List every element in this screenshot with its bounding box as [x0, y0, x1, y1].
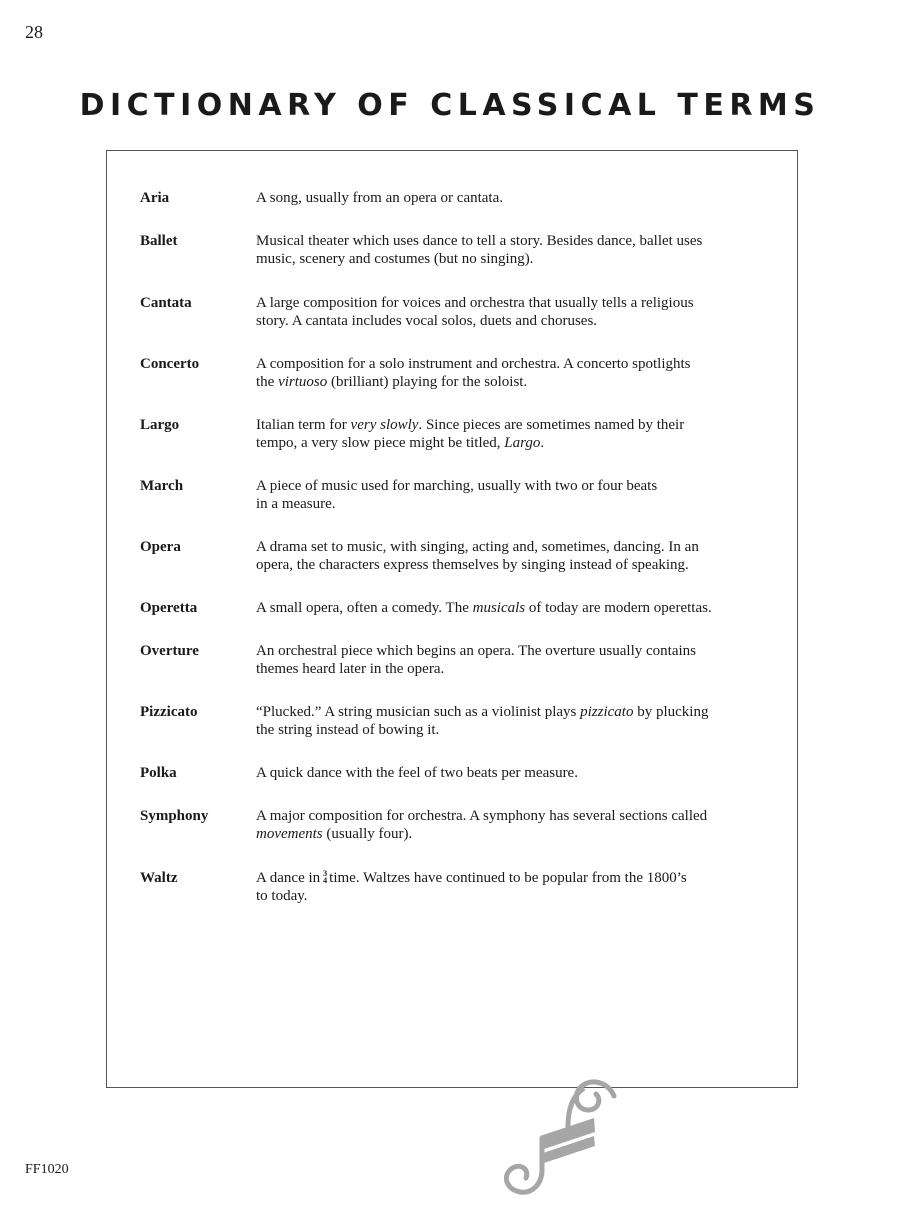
italic-term: virtuoso [278, 374, 328, 390]
term-label: Symphony [140, 808, 209, 824]
definition-text: of today are modern operettas. [525, 600, 712, 616]
term-definition [256, 294, 756, 330]
definition-text: by plucking [633, 704, 709, 720]
definition-text: A composition for a solo instrument and orchestra. A concerto spotlights [256, 356, 691, 372]
term-label: March [140, 478, 184, 494]
term-label: Polka [140, 765, 177, 781]
definition-line [256, 495, 756, 513]
term-label: Cantata [140, 295, 192, 311]
term-definition [256, 477, 756, 513]
definition-text: . [540, 435, 545, 451]
definition-text: A small opera, often a comedy. The [256, 600, 473, 616]
definition-text: An orchestral piece which begins an opera. The overture usually contains [256, 643, 696, 659]
definition-line [256, 869, 756, 887]
definition-line [256, 764, 756, 782]
term-definition [256, 232, 756, 268]
time-signature-bottom: 4 [323, 875, 328, 885]
definition-line [256, 373, 756, 391]
definition-text: time. Waltzes have continued to be popular from the 1800’s [329, 870, 687, 886]
term-definition [256, 703, 756, 739]
term-definition [256, 869, 756, 905]
definition-text: tempo, a very slow piece might be titled, [256, 435, 505, 451]
term-label: Pizzicato [140, 704, 198, 720]
definition-text: themes heard later in the opera. [256, 661, 445, 677]
definition-line [256, 703, 756, 721]
definition-line [256, 807, 756, 825]
term-label: Opera [140, 539, 181, 555]
definition-text: “Plucked.” A string musician such as a violinist plays [256, 704, 581, 720]
definition-text: in a measure. [256, 496, 336, 512]
footer-code: FF1020 [25, 1162, 69, 1177]
definition-text: music, scenery and costumes (but no singing). [256, 251, 534, 267]
definition-text: the [256, 374, 279, 390]
definition-line [256, 477, 756, 495]
definition-text: A song, usually from an opera or cantata. [256, 190, 504, 206]
definition-line [256, 355, 756, 373]
term-definition [256, 416, 756, 452]
time-signature [323, 870, 327, 884]
term-definition [256, 764, 756, 782]
definition-text: Musical theater which uses dance to tell a story. Besides dance, ballet uses [256, 233, 703, 249]
definition-text: A major composition for orchestra. A symphony has several sections called [256, 808, 708, 824]
italic-term: Largo [504, 435, 541, 451]
eighth-note-swirl-icon [492, 1066, 642, 1206]
term-definition [256, 599, 756, 617]
page-number: 28 [25, 22, 43, 42]
term-label: Aria [140, 190, 170, 206]
definition-text: . Since pieces are sometimes named by their [418, 417, 685, 433]
term-label: Largo [140, 417, 180, 433]
definition-text: A quick dance with the feel of two beats per measure. [256, 765, 578, 781]
definition-line [256, 538, 756, 556]
definition-text: (brilliant) playing for the soloist. [327, 374, 528, 390]
definition-text: Italian term for [256, 417, 351, 433]
definition-text: A drama set to music, with singing, acting and, sometimes, dancing. In an [256, 539, 699, 555]
definition-text: A piece of music used for marching, usually with two or four beats [256, 478, 658, 494]
term-definition [256, 642, 756, 678]
definition-text: to today. [256, 888, 308, 904]
italic-term: musicals [472, 600, 526, 616]
definition-line [256, 642, 756, 660]
term-definition [256, 355, 756, 391]
term-definition [256, 538, 756, 574]
definition-line [256, 312, 756, 330]
definition-text: opera, the characters express themselves by singing instead of speaking. [256, 557, 689, 573]
definition-line [256, 416, 756, 434]
definition-text: A large composition for voices and orchestra that usually tells a religious [256, 295, 694, 311]
definition-text: story. A cantata includes vocal solos, duets and choruses. [256, 313, 598, 329]
definition-line [256, 887, 756, 905]
time-signature-top: 3 [323, 868, 328, 878]
italic-term: very slowly [350, 417, 419, 433]
italic-term: movements [256, 826, 323, 842]
term-label: Waltz [140, 870, 178, 886]
definition-line [256, 189, 756, 207]
term-label: Ballet [140, 233, 178, 249]
definition-line [256, 825, 756, 843]
definition-line [256, 250, 756, 268]
term-label: Overture [140, 643, 199, 659]
definition-text: the string instead of bowing it. [256, 722, 440, 738]
definition-line [256, 599, 756, 617]
italic-term: pizzicato [580, 704, 634, 720]
term-label: Operetta [140, 600, 198, 616]
definition-line [256, 232, 756, 250]
term-definition [256, 189, 756, 207]
term-definition [256, 807, 756, 843]
page-title: DICTIONARY OF CLASSICAL TERMS [79, 88, 821, 123]
definition-line [256, 660, 756, 678]
definition-line [256, 556, 756, 574]
definition-line [256, 721, 756, 739]
definition-text: A dance in [256, 870, 321, 886]
definition-line [256, 434, 756, 452]
definition-line [256, 294, 756, 312]
definition-text: (usually four). [322, 826, 413, 842]
term-label: Concerto [140, 356, 200, 372]
glossary-box [106, 150, 798, 1088]
